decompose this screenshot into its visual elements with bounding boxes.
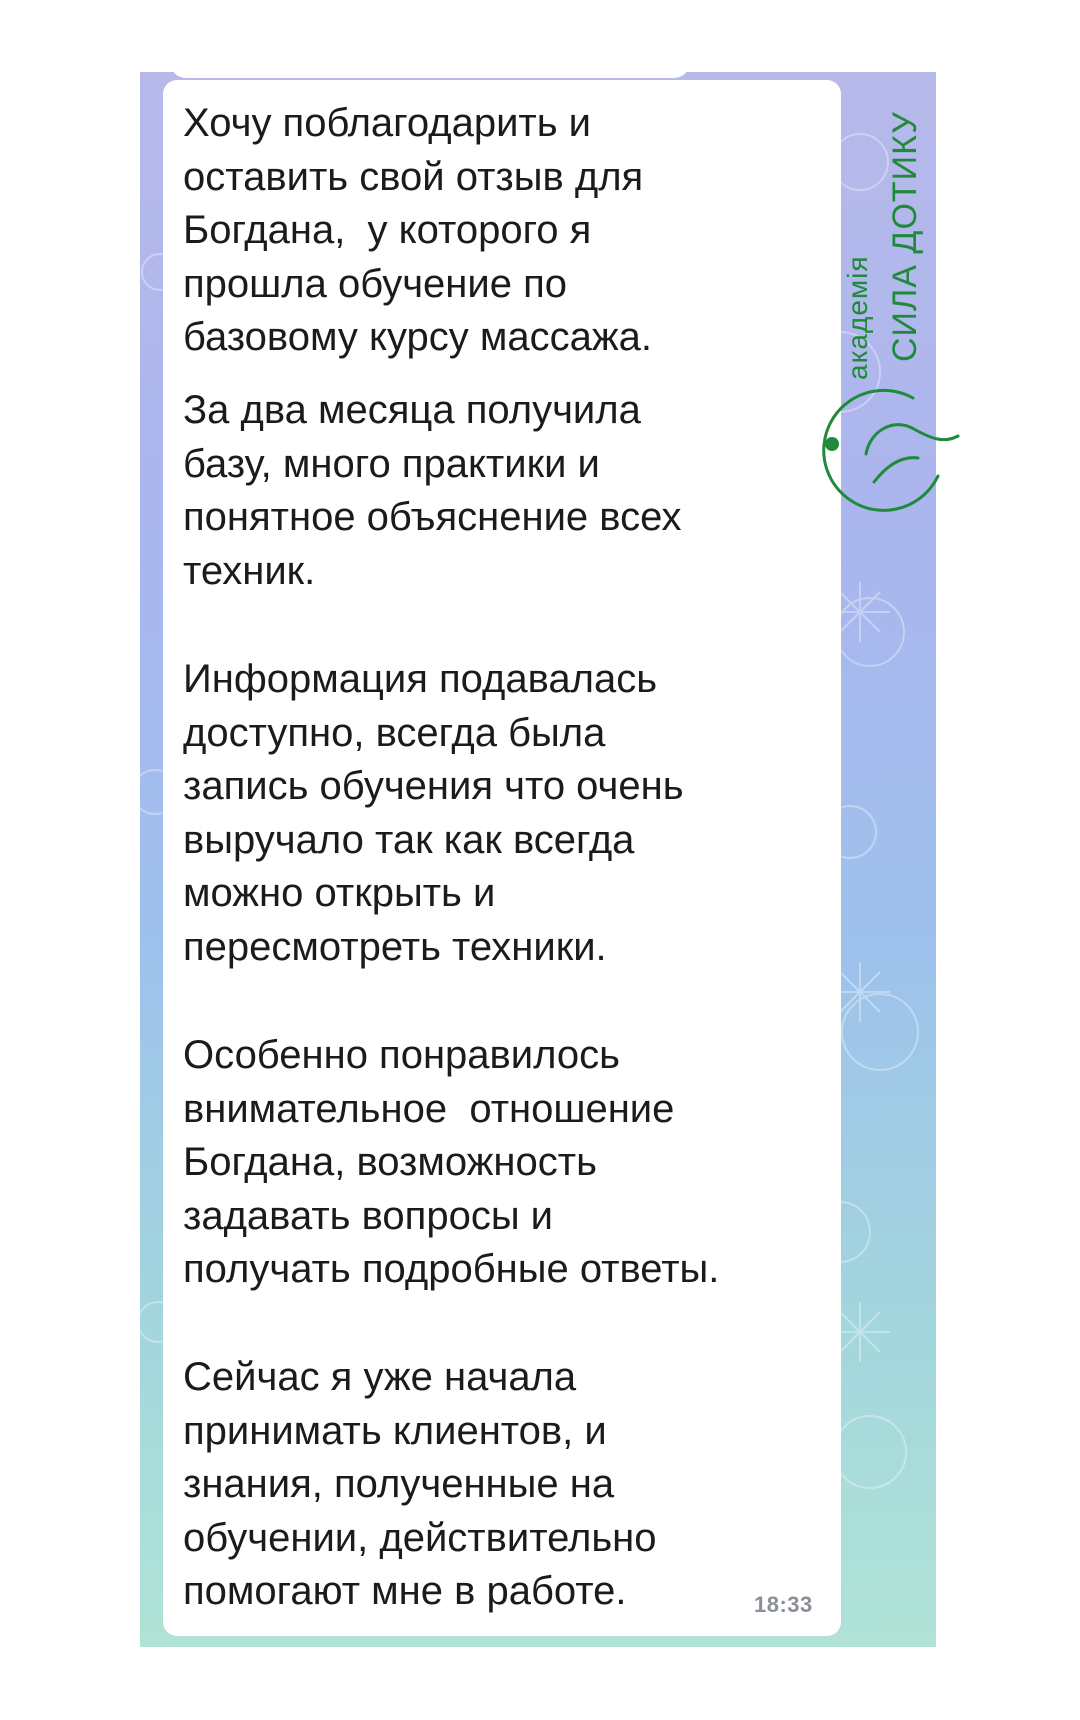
message-paragraph-1: Хочу поблагодарить и оставить свой отзыв для Богдана, у которого я прошла обучение по базовому курсу массажа. [183, 101, 653, 359]
leaf-circle-icon [808, 386, 978, 516]
logo-text-name: СИЛА ДОТИКУ [886, 111, 924, 362]
message-timestamp: 18:33 [754, 1592, 813, 1617]
message-paragraph-3: Информация подавалась доступно, всегда была запись обучения что очень выручало так как всегда можно открыть и пересмотреть техники. [183, 657, 684, 969]
previous-message-bubble-edge [170, 58, 690, 78]
message-paragraph-2: За два месяца получила базу, много практики и понятное объяснение всех техник. [183, 388, 682, 593]
message-paragraph-4: Особенно понравилось внимательное отношение Богдана, возможность задавать вопросы и получать подробные ответы. [183, 1033, 720, 1291]
message-paragraph-5: Сейчас я уже начала принимать клиентов, и знания, полученные на обучении, действительно помогают мне в работе. [183, 1355, 657, 1613]
logo-text-academy: академія [842, 255, 873, 380]
